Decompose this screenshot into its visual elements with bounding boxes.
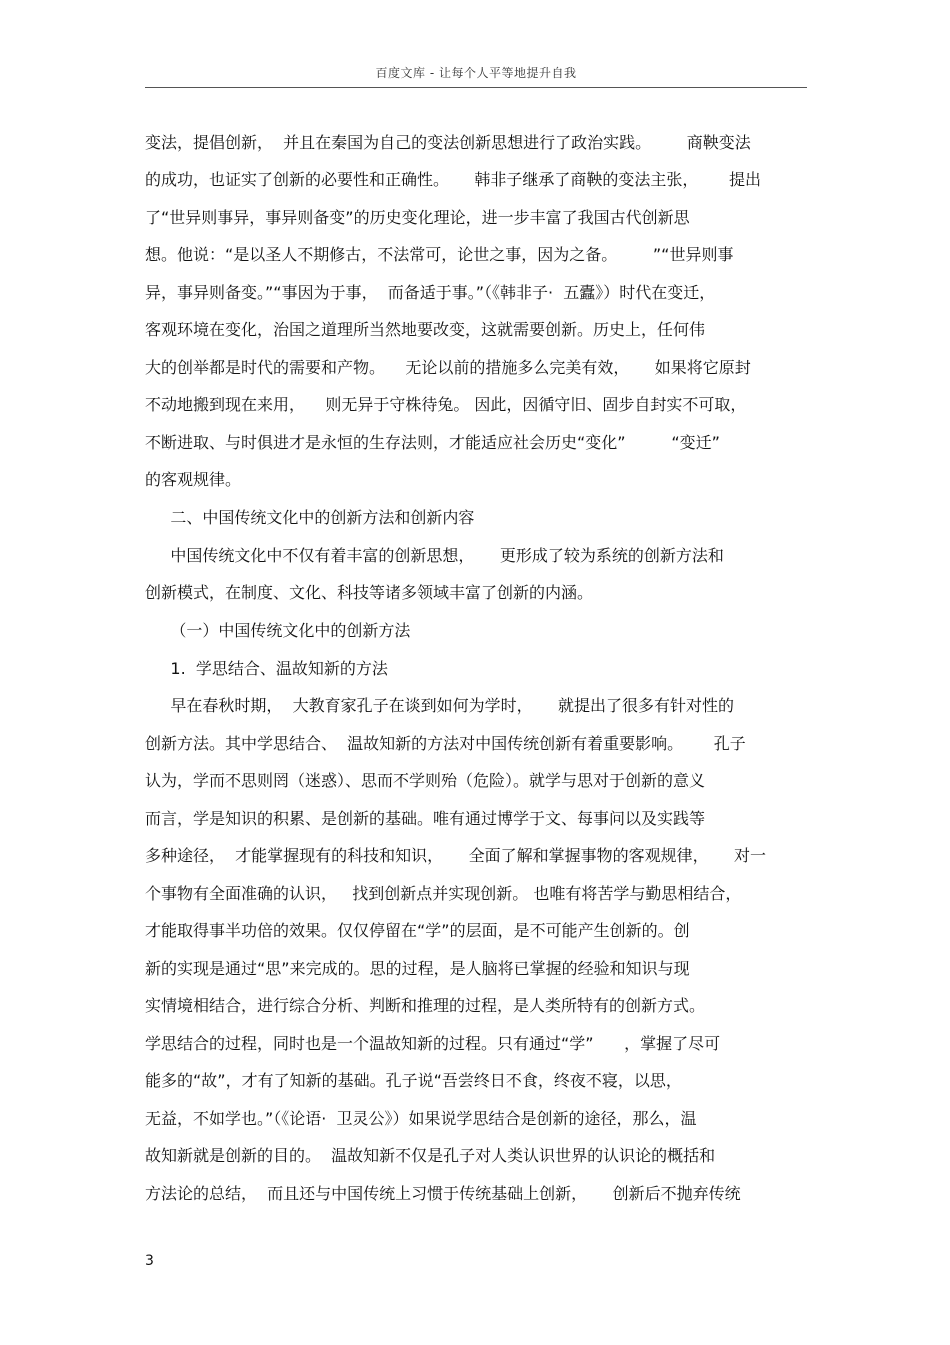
text-line: 无益，不如学也。”（《论语· 卫灵公》）如果说学思结合是创新的途径，那么，温 [145,1109,697,1128]
text-line: 客观环境在变化，治国之道理所当然地要改变，这就需要创新。历史上，任何伟 [145,320,706,339]
text-line: 方法论的总结， 而且还与中国传统上习惯于传统基础上创新， 创新后不抛弃传统 [145,1184,741,1203]
header-rule [145,87,807,88]
text-line: 创新模式，在制度、文化、科技等诸多领域丰富了创新的内涵。 [145,583,594,602]
text-line: 故知新就是创新的目的。 温故知新不仅是孔子对人类认识世界的认识论的概括和 [145,1146,716,1165]
text-line: 创新方法。其中学思结合、 温故知新的方法对中国传统创新有着重要影响。 孔子 [145,734,746,753]
text-line: 新的实现是通过“思”来完成的。思的过程，是人脑将已掌握的经验和知识与现 [145,959,690,978]
text-line: 早在春秋时期， 大教育家孔子在谈到如何为学时， 就提出了很多有针对性的 [145,696,735,715]
text-line: 二、中国传统文化中的创新方法和创新内容 [145,508,475,527]
text-line: 不动地搬到现在来用， 则无异于守株待兔。 因此，因循守旧、固步自封实不可取， [145,395,747,414]
text-line: 认为，学而不思则罔（迷惑）、思而不学则殆（危险）。就学与思对于创新的意义 [145,771,706,790]
text-line: 能多的“故”，才有了知新的基础。孔子说“吾尝终日不食，终夜不寝，以思， [145,1071,682,1090]
text-line: 才能取得事半功倍的效果。仅仅停留在“学”的层面，是不可能产生创新的。创 [145,921,690,940]
text-line: 了“世异则事异，事异则备变”的历史变化理论，进一步丰富了我国古代创新思 [145,208,690,227]
text-line: 不断进取、与时俱进才是永恒的生存法则，才能适应社会历史“变化” “变迁” [145,433,720,452]
text-line: 个事物有全面准确的认识， 找到创新点并实现创新。 也唯有将苦学与勤思相结合， [145,884,742,903]
text-line: 的客观规律。 [145,470,242,489]
text-line: 学思结合的过程，同时也是一个温故知新的过程。只有通过“学” ，掌握了尽可 [145,1034,721,1053]
text-line: 变法，提倡创新， 并且在秦国为自己的变法创新思想进行了政治实践。 商鞅变法 [145,133,751,152]
text-line: 实情境相结合，进行综合分析、判断和推理的过程，是人类所特有的创新方式。 [145,996,706,1015]
text-line: 多种途径， 才能掌握现有的科技和知识， 全面了解和掌握事物的客观规律， 对一 [145,846,767,865]
text-line: 异，事异则备变。”“事因为于事， 而备适于事。”（《韩非子· 五蠹》）时代在变迁， [145,283,716,302]
text-line: （一）中国传统文化中的创新方法 [145,621,411,640]
text-line: 中国传统文化中不仅有着丰富的创新思想， 更形成了较为系统的创新方法和 [145,546,724,565]
text-line: 而言，学是知识的积累、是创新的基础。唯有通过博学于文、每事问以及实践等 [145,809,706,828]
text-line: 想。他说：“是以圣人不期修古，不法常可，论世之事，因为之备。 ”“世异则事 [145,245,734,264]
text-line: 1. 学思结合、温故知新的方法 [145,659,388,678]
text-line: 大的创举都是时代的需要和产物。 无论以前的措施多么完美有效， 如果将它原封 [145,358,751,377]
running-header: 百度文库 - 让每个人平等地提升自我 [375,66,577,80]
page-number: 3 [145,1253,154,1269]
text-line: 的成功，也证实了创新的必要性和正确性。 韩非子继承了商鞅的变法主张， 提出 [145,170,761,189]
